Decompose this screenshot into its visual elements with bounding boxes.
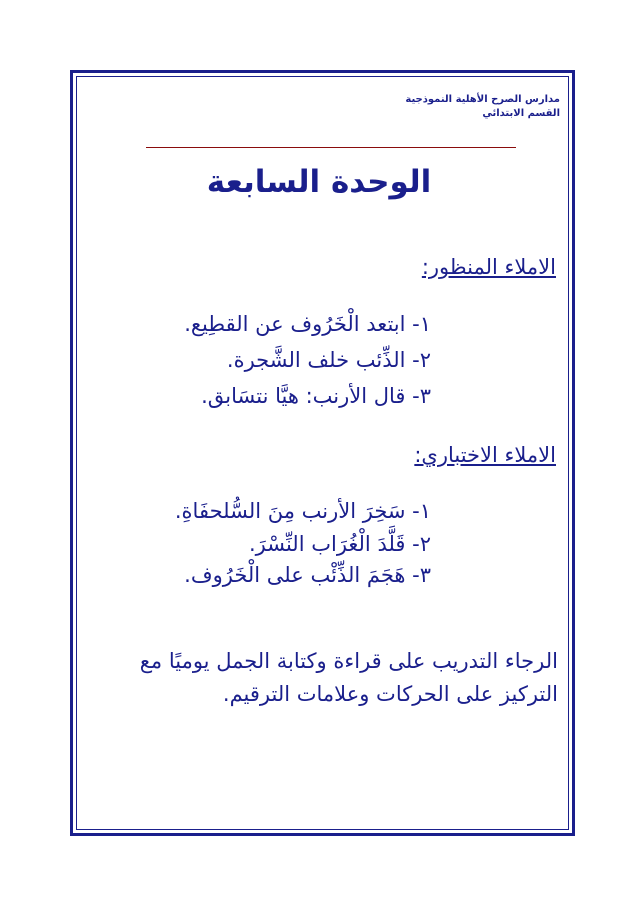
test-sentence-3: ٣- هَجَمَ الذِّئْب على الْخَرُوف. — [184, 563, 431, 587]
test-sentence-1: ١- سَخِرَ الأرنب مِنَ السُّلحفَاةِ. — [174, 499, 431, 523]
school-header — [405, 93, 560, 121]
header-divider — [146, 147, 516, 148]
closing-note: الرجاء التدريب على قراءة وكتابة الجمل يوميًا مع التركيز على الحركات وعلامات الترقيم. — [139, 649, 558, 706]
observed-sentence-1: ١- ابتعد الْخَرُوف عن القطِيع. — [184, 312, 431, 336]
school-section: القسم الابتدائي — [482, 108, 560, 119]
observed-sentence-3: ٣- قال الأرنب: هيَّا نتسَابق. — [201, 384, 431, 408]
school-name: مدارس الصرح الأهلية النموذجية — [405, 94, 560, 105]
unit-title: الوحدة السابعة — [206, 164, 432, 200]
observed-sentence-2: ٢- الذِّئب خلف الشَّجرة. — [226, 348, 431, 372]
test-dictation-heading: الاملاء الاختباري: — [414, 443, 556, 467]
test-sentence-2: ٢- قَلَّدَ الْغُرَاب النِّسْرَ. — [248, 532, 431, 556]
observed-dictation-heading: الاملاء المنظور: — [421, 255, 556, 279]
